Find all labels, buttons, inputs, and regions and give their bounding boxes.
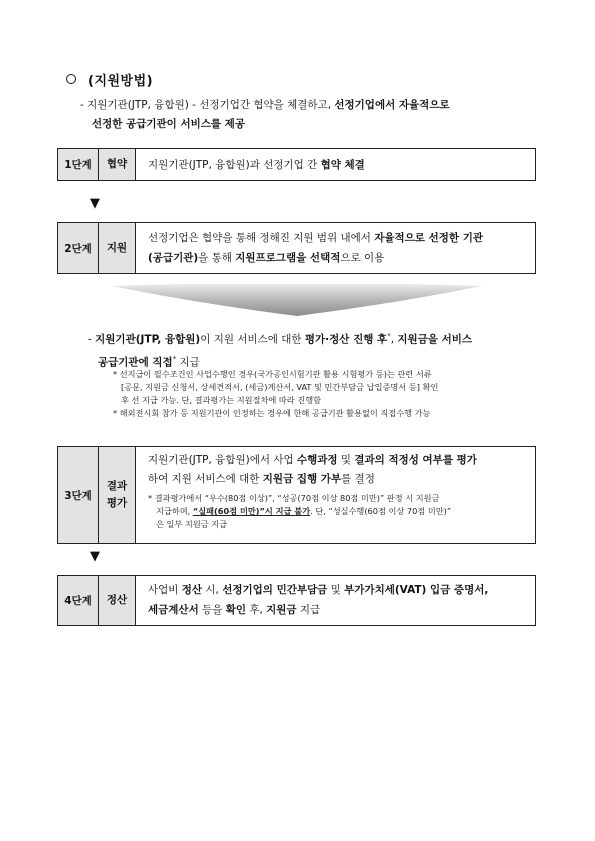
funnel-shape-icon [112, 284, 482, 318]
down-arrow-icon: ▼ [90, 549, 100, 564]
step-4-label: 정산 [99, 576, 136, 625]
step-1-number: 1단계 [58, 149, 99, 180]
step-3-footnote: * 결과평가에서 “우수(80점 이상)”, “성공(70점 이상 80점 미만)” 판정 시 지원금 지급하며, “실패(60점 미만)”시 지급 불가. 단, “성실수행(60점 이상 70점 미만)” 은 일부 지원금 지급 [148, 493, 452, 529]
step-4-text: 사업비 정산 시, 선정기업의 민간부담금 및 부가가치세(VAT) 입금 증명서, 세금계산서 등을 확인 후, 지원금 지급 [148, 584, 489, 616]
settlement-paragraph [88, 327, 472, 372]
step-1-text: 지원기관(JTP, 융합원)과 선정기업 간 협약 체결 [148, 159, 365, 171]
heading-text: (지원방법) [88, 74, 154, 89]
footnote-1: * 선지급이 필수조건인 사업수행인 경우(국가공인시험기관 활용 시험평가 등)는 관련 서류 [113, 369, 432, 379]
settlement-footnotes: * 선지급이 필수조건인 사업수행인 경우(국가공인시험기관 활용 시험평가 등)는 관련 서류 [공문, 지원금 신청서, 상세견적서, (세금)계산서, VAT 및 민간부담금 납입증명서 등] 확인 후 선 지급 가능. 단, 결과평가는 지원절차에 따라 진행함 * 해외전시회 참가 등 지원기관이 인정하는 경우에 한해 공급기관 활용없이 직접수행 가능 [113, 369, 439, 418]
intro-line-2: 선정한 공급기관이 서비스를 제공 [92, 118, 245, 130]
step-2-text: 선정기업은 협약을 통해 정해진 지원 범위 내에서 자율적으로 선정한 기관 (공급기관)을 통해 지원프로그램을 선택적으로 이용 [148, 232, 483, 264]
step-3-text: 지원기관(JTP, 융합원)에서 사업 수행과정 및 결과의 적정성 여부를 평가 하여 지원 서비스에 대한 지원금 집행 가부를 결정 [148, 454, 477, 485]
settlement-line-2: 공급기관에 직접* 지급 [98, 354, 200, 368]
intro-paragraph [80, 96, 450, 134]
step-1-box [57, 148, 536, 181]
step-2-label: 지원 [99, 223, 136, 273]
step-1-label: 협약 [99, 149, 136, 180]
step-4-number: 4단계 [58, 576, 99, 625]
section-heading [66, 70, 153, 89]
step-2-box [57, 222, 536, 274]
step-3-number: 3단계 [58, 447, 99, 543]
down-arrow-icon: ▼ [90, 196, 100, 211]
step-3-label: 결과 평가 [99, 447, 136, 543]
circle-bullet-icon [66, 74, 76, 84]
step-3-box [57, 446, 536, 544]
settlement-line-1: - 지원기관(JTP, 융합원)이 지원 서비스에 대한 평가·정산 진행 후*, 지원금을 서비스 [88, 332, 473, 346]
step-2-number: 2단계 [58, 223, 99, 273]
intro-line-1: - 지원기관(JTP, 융합원) - 선정기업간 협약을 체결하고, 선정기업에서 자율적으로 [80, 99, 450, 111]
step-4-box [57, 575, 536, 626]
footnote-2: * 해외전시회 참가 등 지원기관이 인정하는 경우에 한해 공급기관 활용없이 직접수행 가능 [113, 408, 431, 418]
